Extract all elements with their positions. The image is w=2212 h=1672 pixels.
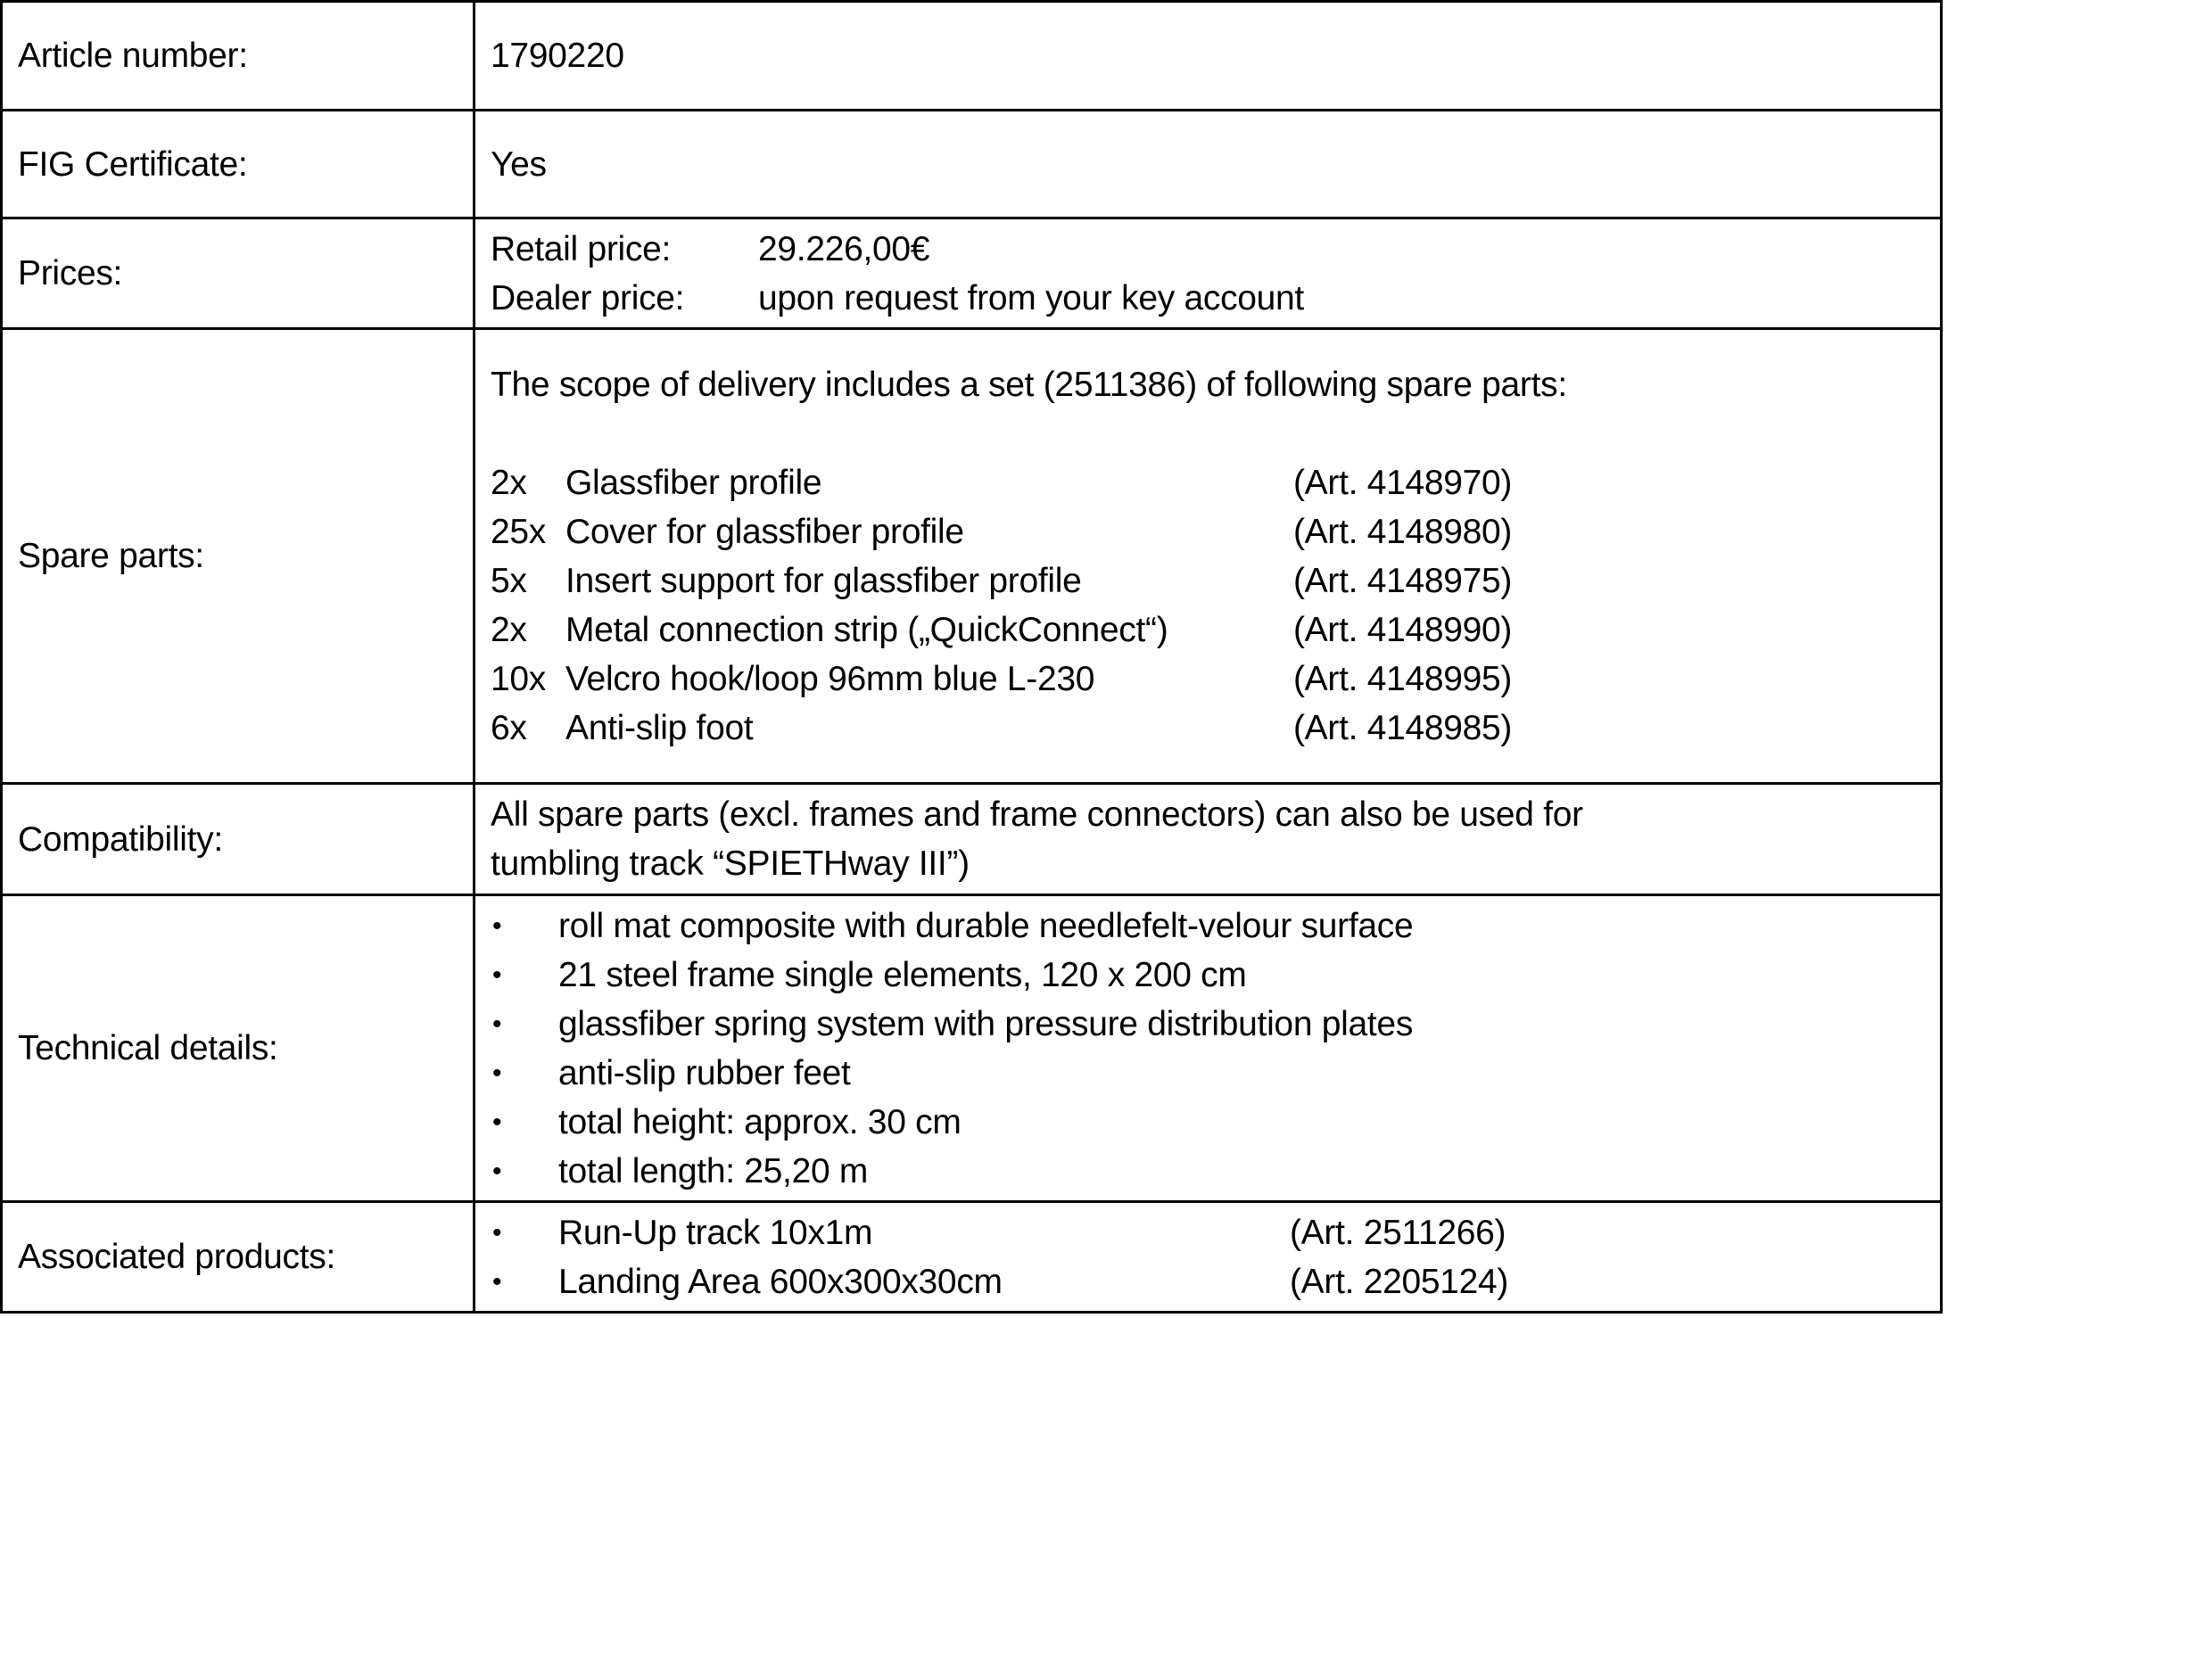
spare-part-art: (Art. 4148970) [1293,463,1513,502]
spare-part-qty: 2x [491,463,527,502]
bullet-icon: • [492,910,502,941]
bullet-icon: • [492,1217,502,1248]
spare-part-qty: 25x [491,512,546,551]
spare-parts-value [475,329,1942,784]
associated-product-art: (Art. 2511266) [1290,1213,1506,1252]
spare-part-name: Glassfiber profile [565,463,822,502]
bullet-icon: • [492,1156,502,1186]
spare-part-art: (Art. 4148975) [1293,561,1513,600]
list-item [491,1208,1940,1257]
retail-price-label: Retail price: [491,229,672,268]
row-prices [2,218,1942,329]
spare-part-item [491,556,1940,605]
associated-products-label: Associated products: [2,1202,475,1313]
spare-part-qty: 5x [491,561,527,600]
spare-part-qty: 2x [491,610,527,649]
associated-products-value [475,1202,1942,1313]
article-number-label: Article number: [2,2,475,111]
spare-parts-intro: The scope of delivery includes a set (2511386) of following spare parts: [491,365,1567,404]
fig-certificate-value: Yes [475,111,1942,218]
technical-detail-text: total height: approx. 30 cm [558,1102,962,1141]
row-article-number [2,2,1942,111]
dealer-price-value: upon request from your key account [758,278,1304,317]
bullet-icon: • [492,1058,502,1088]
associated-product-name: Run-Up track 10x1m [558,1213,873,1252]
compatibility-line: tumbling track “SPIETHway III”) [491,844,970,883]
compatibility-value [475,784,1942,895]
technical-details-label: Technical details: [2,895,475,1202]
bullet-icon: • [492,960,502,990]
technical-details-list [491,902,1940,1196]
retail-price-value: 29.226,00€ [758,229,930,268]
prices-label: Prices: [2,218,475,329]
list-item [491,902,1940,951]
technical-detail-text: 21 steel frame single elements, 120 x 200 cm [558,955,1247,994]
retail-price-line [491,225,1940,274]
list-item [491,1147,1940,1196]
prices-value [475,218,1942,329]
compatibility-label: Compatibility: [2,784,475,895]
list-item [491,951,1940,1000]
technical-detail-text: total length: 25,20 m [558,1151,869,1190]
compatibility-line: All spare parts (excl. frames and frame connectors) can also be used for [491,795,1583,834]
spare-part-item [491,458,1940,507]
row-compatibility [2,784,1942,895]
spare-part-art: (Art. 4148995) [1293,659,1513,698]
dealer-price-label: Dealer price: [491,278,685,317]
associated-product-name: Landing Area 600x300x30cm [558,1262,1003,1301]
spacer [491,409,1940,458]
spare-part-qty: 6x [491,708,527,747]
technical-details-value [475,895,1942,1202]
spare-part-qty: 10x [491,659,546,698]
spare-part-item [491,704,1940,753]
bullet-icon: • [492,1266,502,1297]
spare-part-name: Velcro hook/loop 96mm blue L-230 [565,659,1095,698]
list-item [491,1000,1940,1049]
spare-part-item [491,605,1940,655]
row-spare-parts [2,329,1942,784]
bullet-icon: • [492,1107,502,1137]
spare-part-item [491,655,1940,704]
fig-certificate-label: FIG Certificate: [2,111,475,218]
spare-part-art: (Art. 4148985) [1293,708,1513,747]
row-fig-certificate [2,111,1942,218]
spare-part-art: (Art. 4148980) [1293,512,1513,551]
associated-product-art: (Art. 2205124) [1290,1262,1509,1301]
spare-part-name: Cover for glassfiber profile [565,512,964,551]
technical-detail-text: glassfiber spring system with pressure distribution plates [558,1004,1414,1043]
spare-part-item [491,507,1940,556]
spare-parts-label: Spare parts: [2,329,475,784]
spare-part-name: Metal connection strip („QuickConnect“) [565,610,1168,649]
spare-part-name: Anti-slip foot [565,708,754,747]
spare-part-name: Insert support for glassfiber profile [565,561,1082,600]
article-number-value: 1790220 [475,2,1942,111]
row-associated-products [2,1202,1942,1313]
list-item [491,1257,1940,1306]
list-item [491,1049,1940,1098]
associated-products-list [491,1208,1940,1306]
row-technical-details [2,895,1942,1202]
list-item [491,1098,1940,1147]
dealer-price-line [491,274,1940,323]
bullet-icon: • [492,1009,502,1039]
technical-detail-text: anti-slip rubber feet [558,1053,851,1092]
technical-detail-text: roll mat composite with durable needlefelt-velour surface [558,906,1414,945]
spare-part-art: (Art. 4148990) [1293,610,1513,649]
